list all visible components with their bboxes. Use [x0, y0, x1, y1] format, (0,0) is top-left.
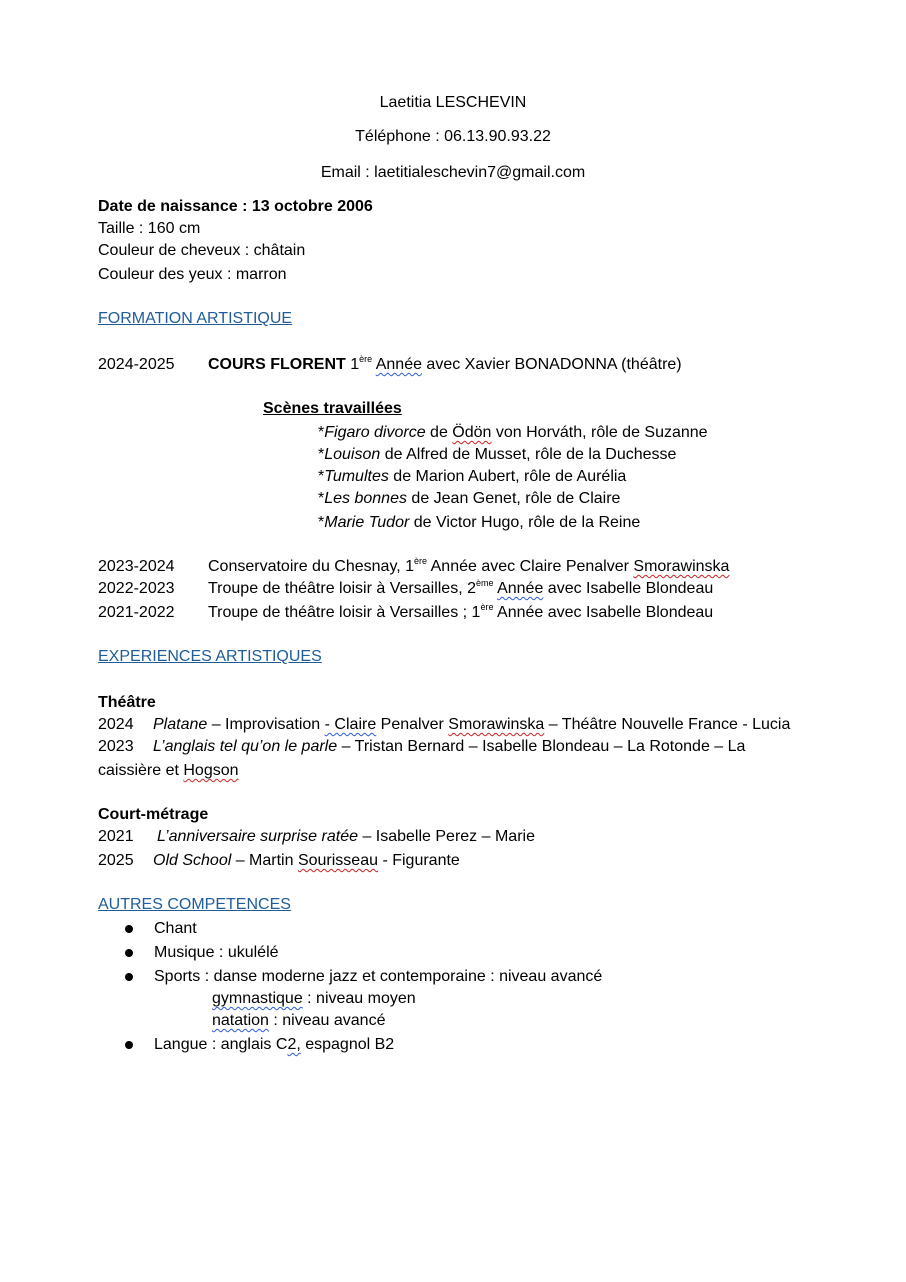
scene-text: von Horváth, rôle de Suzanne	[491, 424, 708, 441]
skill-langue	[154, 1035, 394, 1055]
subsection-court-metrage: Court-métrage	[98, 806, 209, 823]
formation-text: avec Isabelle Blondeau	[543, 580, 714, 597]
spellcheck-word: - Claire	[324, 716, 377, 733]
formation-rest: avec Xavier BONADONNA (théâtre)	[421, 356, 682, 373]
scene-star: *	[318, 490, 325, 507]
experience-anglais-continued	[98, 761, 239, 781]
experience-text: – Théâtre Nouvelle France - Lucia	[544, 716, 791, 733]
scenes-title: Scènes travaillées	[263, 400, 402, 417]
eye-color-line: Couleur des yeux : marron	[98, 266, 287, 283]
experience-text: - Figurante	[378, 852, 460, 869]
hair-color-line: Couleur de cheveux : châtain	[98, 242, 306, 259]
skill-text: espagnol B2	[300, 1036, 395, 1053]
candidate-name: Laetitia LESCHEVIN	[379, 94, 527, 111]
skill-musique: Musique : ukulélé	[154, 944, 279, 961]
formation-florent	[208, 355, 682, 375]
scene-title: Les bonnes	[324, 490, 407, 507]
play-title: Platane	[153, 716, 208, 733]
formation-text: Année avec Isabelle Blondeau	[493, 604, 714, 621]
formation-conservatoire	[208, 557, 729, 577]
year-2024: 2024	[98, 716, 134, 733]
film-title: L’anniversaire surprise ratée	[157, 828, 358, 845]
scene-star: *	[318, 468, 325, 485]
bullet-icon	[125, 973, 133, 981]
spellcheck-word: Smorawinska	[633, 558, 730, 575]
scene-star: *	[318, 446, 325, 463]
experience-old-school	[153, 851, 460, 871]
scene-text: de Jean Genet, rôle de Claire	[406, 490, 621, 507]
scene-item	[318, 513, 640, 533]
skill-chant: Chant	[154, 920, 197, 937]
skill-gymnastique	[212, 989, 416, 1009]
formation-text: Année avec Claire Penalver	[427, 558, 634, 575]
year-2022-2023: 2022-2023	[98, 580, 175, 597]
spellcheck-word: 2,	[287, 1036, 301, 1053]
birth-date: Date de naissance : 13 octobre 2006	[98, 198, 373, 215]
scene-item	[318, 489, 620, 509]
spellcheck-word: Ödön	[452, 424, 492, 441]
formation-text: Troupe de théâtre loisir à Versailles, 2	[208, 580, 476, 597]
skill-text: : niveau moyen	[302, 990, 416, 1007]
skill-text: Langue : anglais C	[154, 1036, 288, 1053]
experience-text: caissière et	[98, 762, 184, 779]
scene-item	[318, 423, 708, 443]
scene-text: de	[425, 424, 453, 441]
phone-line: Téléphone : 06.13.90.93.22	[355, 128, 551, 145]
spellcheck-word: Sourisseau	[297, 852, 378, 869]
experience-anglais	[153, 737, 745, 757]
scene-title: Tumultes	[324, 468, 389, 485]
experience-text: – Martin	[231, 852, 298, 869]
skill-natation	[212, 1011, 385, 1031]
scene-title: Marie Tudor	[324, 514, 410, 531]
section-title-experiences: EXPERIENCES ARTISTIQUES	[98, 648, 322, 665]
scene-title: Figaro divorce	[324, 424, 426, 441]
experience-text: – Improvisation	[207, 716, 325, 733]
scene-item	[318, 445, 676, 465]
year-2021-2022: 2021-2022	[98, 604, 175, 621]
experience-text: – Isabelle Perez – Marie	[358, 828, 535, 845]
scene-text: de Marion Aubert, rôle de Aurélia	[388, 468, 627, 485]
scene-star: *	[318, 514, 325, 531]
scene-star: *	[318, 424, 325, 441]
year-2023-2024: 2023-2024	[98, 558, 175, 575]
year-2021: 2021	[98, 828, 134, 845]
skill-sports: Sports : danse moderne jazz et contemporaine : niveau avancé	[154, 968, 603, 985]
year-2024-2025: 2024-2025	[98, 356, 175, 373]
ordinal-suffix: ère	[480, 601, 494, 612]
experience-platane	[153, 715, 790, 735]
year-2023: 2023	[98, 738, 134, 755]
spellcheck-word: Année	[375, 356, 422, 373]
ordinal-suffix: ère	[414, 555, 428, 566]
scene-title: Louison	[324, 446, 381, 463]
formation-text: Conservatoire du Chesnay, 1	[208, 558, 415, 575]
subsection-theatre: Théâtre	[98, 694, 156, 711]
spellcheck-word: Année	[497, 580, 544, 597]
scene-text: de Alfred de Musset, rôle de la Duchesse	[380, 446, 677, 463]
bullet-icon	[125, 1041, 133, 1049]
scene-item	[318, 467, 626, 487]
experience-text: – Tristan Bernard – Isabelle Blondeau – La Rotonde – La	[337, 738, 746, 755]
school-name: COURS FLORENT	[208, 356, 346, 373]
email-line: Email : laetitialeschevin7@gmail.com	[320, 164, 586, 181]
section-title-competences: AUTRES COMPETENCES	[98, 896, 291, 913]
formation-text: Troupe de théâtre loisir à Versailles ; 1	[208, 604, 481, 621]
ordinal-suffix: ème	[476, 577, 494, 588]
formation-troupe-2021	[208, 603, 713, 623]
play-title: L’anglais tel qu’on le parle	[153, 738, 338, 755]
experience-text: Penalver	[376, 716, 449, 733]
ordinal-suffix: ère	[359, 353, 373, 364]
experience-anniversaire	[157, 827, 535, 847]
section-title-formation: FORMATION ARTISTIQUE	[98, 310, 293, 327]
spellcheck-word: gymnastique	[212, 990, 303, 1007]
bullet-icon	[125, 949, 133, 957]
height-line: Taille : 160 cm	[98, 220, 201, 237]
formation-troupe-2022	[208, 579, 713, 599]
film-title: Old School	[153, 852, 232, 869]
ordinal: 1	[350, 356, 360, 373]
spellcheck-word: Hogson	[183, 762, 239, 779]
spellcheck-word: natation	[212, 1012, 269, 1029]
spellcheck-word: Smorawinska	[448, 716, 545, 733]
bullet-icon	[125, 925, 133, 933]
scene-text: de Victor Hugo, rôle de la Reine	[409, 514, 641, 531]
year-2025: 2025	[98, 852, 134, 869]
skill-text: : niveau avancé	[268, 1012, 386, 1029]
